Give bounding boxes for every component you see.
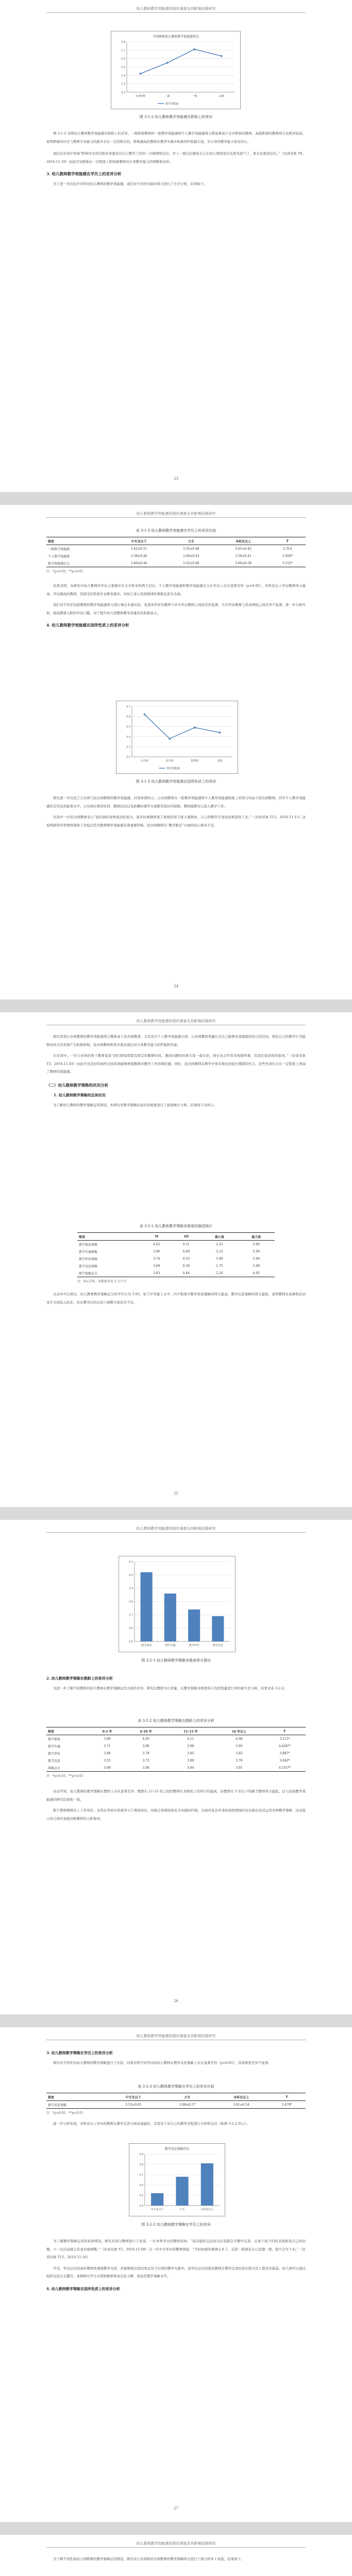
section-heading: 3. 幼儿教师教学策略在学历上的差异分析 [46,2050,113,2055]
table-note: 注：N=276，各维度采用 5 点计分 [77,1280,127,1283]
table-cell: 教学实施策略 [79,1250,98,1254]
running-header: 幼儿教师教学效能感的现状调查及其影响因素研究 [136,512,216,516]
table-cell: 3.86 [153,1249,160,1253]
table-cell: 0.48 [182,1249,190,1253]
table-cell: 教学策略总分 [77,1269,142,1277]
table-cell: 3.85 [187,1751,194,1755]
table-header-cell: 大专 [160,2093,214,2101]
body-text [46,2120,306,2128]
table-note: 注：*p<0.05，**p<0.01 [46,1774,83,1778]
table-cell: 4.02 [153,1242,160,1246]
table-row [77,1269,275,1277]
table-row [46,1764,306,1772]
figure-3-2-2-chart [129,2143,225,2216]
y-tick-label: 3.5 [129,1640,133,1643]
table-cell: 3.38±0.46 [130,554,147,558]
table-cell: 2.25 [216,1242,223,1246]
body-text [46,582,306,630]
document-page-2 [0,505,352,999]
table-header-cell: F [270,537,306,545]
x-tick-label: 中专及以下 [150,2208,164,2211]
legend-label: 教学效能感 [165,103,179,106]
table-cell: 3.642* [279,1758,290,1762]
table-row [77,1262,275,1269]
data-point [194,726,196,728]
data-point [166,62,169,64]
table-row [46,1750,306,1757]
series-line [140,49,222,74]
table-header-cell: 大专 [165,537,217,545]
table-cell: 5.00 [253,1242,260,1246]
line-chart-svg [111,31,240,109]
table-row [46,560,306,567]
table-cell: 2.10 [216,1249,223,1253]
figure-3-2-1-chart [119,1556,236,1652]
data-table [46,1727,306,1778]
table-cell: 一般教学效能感 [48,547,70,551]
x-tick-label: 一级 [192,95,197,98]
table-cell: 3.52±0.40 [165,560,217,567]
table-cell: 3.74 [153,1257,160,1261]
table-cell: 3.55 [104,1758,111,1762]
body-text [46,1788,306,1823]
table-header-cell: 16 年以上 [214,1727,264,1735]
table-cell: 4.08 [236,1737,243,1741]
table-header-cell: SD [172,1233,202,1241]
data-point [139,73,141,75]
table-cell: 3.55±0.48 [182,547,199,551]
table-cell: 3.81±0.54 [214,2101,269,2109]
table-cell: 5.00 [253,1249,260,1253]
figure-caption: 图 3-1-3 幼儿教师教学效能感在园所性质上的差异 [136,779,216,784]
bar [176,2177,188,2206]
data-table [46,2093,306,2115]
sub-heading: 1. 幼儿教师教学策略的总体状况 [54,1093,106,1097]
table-cell: 1.75 [216,1264,223,1268]
page-number: 25 [174,1492,178,1496]
header-rule [46,12,306,13]
table-header-cell: 维度 [46,2093,106,2101]
table-row [46,1742,306,1750]
legend-label: 教学效能感 [166,767,180,770]
table-cell: 教学反思策略 [79,1264,98,1268]
y-tick-label: 3.3 [121,82,125,86]
table-cell: 3.40±0.44 [113,560,165,567]
table-cell: 3.98 [187,1744,194,1748]
body-text [46,1674,306,1692]
table-row [46,1735,306,1743]
y-tick-label: 3.4 [139,2205,143,2208]
data-point [219,732,221,734]
bar-chart-svg [119,1556,235,1652]
table-row [77,1255,275,1262]
table-cell: 教学准备策略 [79,1243,98,1247]
table-cell: 4.11 [187,1737,194,1741]
table-header-cell: 维度 [46,1727,89,1735]
body-text [46,2049,306,2067]
table-header-cell: 11-15 年 [167,1727,214,1735]
table-cell: 4.426** [278,1744,291,1748]
running-header: 幼儿教师教学效能感的现状调查及其影响因素研究 [136,2541,216,2546]
y-tick-label: 4.0 [129,1573,133,1577]
paragraph: 为了进一步比较不同学历幼儿教师的教学效能感，我们对不同学历组的得分进行了方差分析，结果如下。 [53,181,207,186]
y-tick-label: 3.6 [126,715,130,719]
table-cell: 3.80 [187,1758,194,1762]
paragraph: 我们对不同学历组教师的教学效能感得分进行事后多重比较，发现本科学历教师与中专学历教师之间的差异显著，大专学历教师与其余两组之间差异不显著。进一步分析可知，提高教师入职的学历门槛，对于提升幼儿园整体教学质量具有积极意义。 [46,603,306,615]
table-cell: 0.58 [182,1264,190,1268]
document-page-3 [0,1012,352,1507]
bar [164,1594,176,1641]
y-tick-label: 3.7 [121,49,125,53]
table-cell: 3.78 [142,1751,149,1755]
x-tick-label: 二级 [164,95,170,98]
table-header-cell: M [142,1233,172,1241]
table-note: 注：*p<0.05，**p<0.01 [46,2111,83,2115]
table-cell: 3.72 [142,1758,149,1762]
table-note: 注：*p<0.05，**p<0.01 [46,570,83,573]
table-cell: 3.69 [89,1764,125,1772]
table-title: 表 3-2-2 幼儿教师教学策略在教龄上的差异分析 [138,1719,214,1723]
table-header-cell: 6-10 年 [125,1727,167,1735]
table-cell: 3.926* [282,554,293,558]
table-cell: 教学实施 [48,1744,61,1749]
page-number: 24 [174,984,178,988]
body-text [46,2555,306,2564]
table-cell: 0.55 [182,1257,190,1261]
table-cell: 2.314 [283,547,292,551]
table-header-cell: F [264,1727,306,1735]
data-point [144,714,146,716]
table-cell: 3.83 [142,1269,172,1277]
paragraph: 为进一步了解不同教龄的幼儿教师在教学策略运用方面的差异，研究以教龄为自变量，以教学策略各维度得分为因变量进行单因素方差分析，结果见表 3-2-2。 [53,1686,288,1690]
table-cell: 教学评价 [48,1752,61,1756]
table-cell: 3.49±0.43 [182,554,199,558]
table-cell: 3.76 [236,1758,243,1762]
table-cell: 0.44 [172,1269,202,1277]
table-cell: 5.00 [253,1264,260,1268]
line-chart-svg [116,701,238,773]
y-tick-label: 3.7 [129,1614,133,1617]
body-text [46,1033,306,1109]
body-text [46,794,306,829]
y-tick-label: 3.6 [129,1627,133,1631]
table-cell: 4.531** [264,1764,306,1772]
y-tick-label: 3.4 [126,735,130,739]
table-cell: 3.58±0.41 [235,554,252,558]
table-cell: 3.86 [125,1764,167,1772]
document-page-1 [0,0,352,492]
table-cell: 教学反思 [48,1759,61,1763]
data-point [193,48,195,50]
bar [201,2163,213,2206]
table-row [46,552,306,560]
x-tick-label: 集体园 [191,759,199,762]
chart-title: 教学反思策略得分 [164,2147,190,2151]
document-page-4 [0,1520,352,2014]
bar [141,1572,153,1641]
table-cell: 个人教学效能感 [48,554,70,558]
header-rule [46,517,306,518]
paragraph: 研究进一步比较了公办园与民办园教师的教学效能感，结果如图所示。公办园教师在一般教学效能感和个人教学效能感维度上的得分均高于民办园教师，其中个人教学效能感的差异达到显著水平。公办园在师资培训、教研活动以及薪酬待遇等方面都有较好的保障，教师能够安心投入教学工作。 [46,796,306,808]
page-number: 26 [174,1999,178,2003]
x-tick-label: 高级 [219,95,224,98]
table-header-cell: 0-5 年 [89,1727,125,1735]
table-cell: 3.152* [270,560,306,567]
figure-3-1-3-chart [116,701,238,774]
table-row [77,1241,275,1248]
page-number: 27 [174,2506,178,2511]
table-cell: 0.51 [182,1242,190,1246]
y-tick-label: 3.7 [126,705,130,708]
section-heading: 4. 幼儿教师教学效能感在园所性质上的差异分析 [46,623,129,628]
x-tick-label: 公办园 [140,759,148,762]
data-table [46,537,306,573]
data-table [77,1232,275,1283]
x-tick-label: 教学准备 [141,1644,152,1647]
table-cell: 4.05 [142,1737,149,1741]
x-tick-label: 未评职称 [135,95,146,98]
table-header-cell: F [268,2093,306,2101]
table-cell: 3.60 [104,1751,111,1755]
section-heading: 2. 幼儿教师教学策略在教龄上的差异分析 [46,1676,113,1681]
table-cell: 3.68±0.57 [160,2101,214,2109]
bar [212,1616,224,1641]
table-cell: 3.94 [167,1764,214,1772]
header-rule [46,2547,306,2548]
paragraph: 我们在访谈中发现“职称评定的过程本身就是对自己教学工作的一次梳理和总结，评上一级以后感觉自己在幼儿园里说话也更有底气了，家长也更加信任。”（访谈对象 T8，2016.11.10）由此可见职称在一定程度上影响着教师对自身教学能力的判断和评价。 [46,151,306,164]
x-tick-label: 本科及以上 [200,2208,214,2211]
paragraph: 为了解幼儿教师的教学策略运用情况，本研究对教学策略问卷的各维度进行了描述统计分析，结果如下表所示。 [53,1103,217,1107]
header-rule [46,1532,306,1533]
table-cell: 1.80 [216,1257,223,1261]
table-cell: 3.887* [279,1751,290,1755]
table-cell: 3.215* [279,1737,290,1741]
paragraph: 为了解不同性质幼儿园教师的教学策略运用情况，研究对公办园和民办园教师的教学策略得分进行了独立样本 t 检验，结果如下。 [53,2557,244,2561]
y-tick-label: 3.2 [121,91,125,94]
table-cell: 策略总分 [46,1764,89,1772]
table-cell: 教学评价策略 [79,1257,98,1261]
table-cell: 教学准备 [48,1737,61,1741]
y-tick-label: 3.9 [139,2153,143,2156]
table-header-cell: 最小值 [201,1233,238,1241]
section-heading: （二）幼儿教师教学策略的状况分析 [46,1082,108,1088]
figure-caption: 图 3-2-1 幼儿教师教学策略各维度得分情况 [141,1658,211,1663]
table-cell: 教学反思策略 [46,2101,106,2109]
table-title: 表 3-2-3 幼儿教师教学策略在学历上的差异比较 [138,2084,214,2089]
bar-chart-svg [129,2144,225,2216]
y-tick-label: 3.4 [121,74,125,78]
paragraph: 在访谈中，一位公办园的骨干教师说道“我们园每周都有固定的教研时间，遇到问题的时候大家一起讨论，园长也会经常来班级听课，给我们很具体的指导。”（访谈对象 T3，2016.11.03）由此可见良好的园所支持系统能够增强教师对教学工作的掌控感。同时，民办园教师在教学中更多地受到家长期望的压力，这些外部压力在一定程度上削弱了教师的效能感。 [46,1054,306,1074]
body-text [46,2238,306,2293]
table-cell: 2.20 [201,1269,238,1277]
table-cell: 3.71 [104,1744,111,1748]
y-tick-label: 3.5 [121,66,125,69]
y-tick-label: 3.2 [126,756,130,759]
body-text [46,130,306,188]
data-point [221,55,223,57]
running-header: 幼儿教师教学效能感的现状调查及其影响因素研究 [136,1527,216,1531]
table-cell: 3.61±0.45 [235,547,252,551]
y-tick-label: 3.9 [129,1587,133,1590]
document-page-6 [0,2535,352,2576]
y-tick-label: 3.8 [121,41,125,44]
table-cell: 3.69 [153,1264,160,1268]
running-header: 幼儿教师教学效能感的现状调查及其影响因素研究 [136,7,216,11]
x-tick-label: 民办园 [165,759,174,762]
paragraph: 研究对不同学历幼儿教师的教学策略进行了比较，结果表明不同学历的幼儿教师在教学反思策略上存在显著差异（p<0.05），其余维度差异不显著。 [53,2060,272,2065]
y-tick-label: 3.6 [121,57,125,61]
x-tick-label: 教学实施 [165,1644,176,1647]
y-tick-label: 3.3 [126,745,130,749]
paragraph: 为了解教学策略运用的具体情况，研究对部分教师进行了访谈。一位本科学历的教师谈到：“每次组织完活动以后我都会写教学反思，记录下孩子们的表现和我自己的问题，下一次活动就会有意识地调整。”（访谈对象 T5，2016.11.08）另一位中专学历的教师则说：“平时班级的事情太多了，反思一般就是在心里想一想，很少会写下来。”（访谈对象 T15，2016.11.18） [46,2239,306,2259]
table-cell: 3.83 [236,1751,243,1755]
y-tick-label: 3.8 [129,1600,133,1604]
table-cell: 教学效能感总分 [46,560,113,567]
running-header: 幼儿教师教学效能感的现状调查及其影响因素研究 [136,2034,216,2038]
table-cell: 5.00 [253,1257,260,1261]
y-tick-label: 3.8 [139,2163,143,2166]
data-point [169,738,171,740]
table-title: 表 3-1-3 幼儿教师教学效能感在学历上的差异比较 [136,529,216,533]
section-heading: 3. 幼儿教师教学效能感在学历上的差异分析 [46,172,122,176]
y-tick-label: 3.7 [139,2174,143,2177]
paragraph: 新手教师刚刚走上工作岗位，虽然在学校中系统学习了理论知识，但缺乏将理论转化为实践的经验，在面对复杂多变的班级情境时往往难以灵活运用各种教学策略，这也提示幼儿园应加强对新教师的入职指导。 [46,1808,306,1821]
paragraph: 从表中可以看出，幼儿教师教学策略总分的平均分为 3.83，处于中等偏上水平。四个维度中教学准备策略的得分最高，教学反思策略的得分最低，说明教师在备课和活动设计方面投入较多，但在教学后的反思与调整方面仍有不足。 [46,1292,306,1304]
table-row [46,545,306,553]
page-number: 23 [174,477,178,481]
paragraph: 图 3-1-2 表明幼儿教师教学效能感在职称上的差异，一级职称教师的一般教学效能感和个人教学效能感得分都显著高于未评职称的教师，高级职称的教师得分也相对较高。说明职称的评定与教师专业能力的提升存在一定的相关性，职称越高的教师在教学实践中积累的经验越丰富，对自身的教学能力更有信心。 [46,131,306,144]
bar [188,1609,200,1641]
table-cell: 3.91 [214,1764,264,1772]
body-text [46,1291,306,1307]
table-header-cell: 中专及以下 [113,537,165,545]
table-header-cell: 本科及以上 [214,2093,269,2101]
table-header-cell: 中专及以下 [106,2093,160,2101]
table-cell: 3.52±0.61 [106,2101,160,2109]
paragraph: 研究发现公办园教师的教学效能感得分整体高于民办园教师，尤其是在个人教学效能感方面。公办园教师普遍认为自己能够有效地组织幼儿的活动，相信自己的教学行为能够对幼儿的发展产生积极影响。民办园教师则更多地表现出对自身教学能力的怀疑和焦虑。 [46,1035,306,1047]
table-header-cell: 最大值 [238,1233,275,1241]
table-row [46,2101,306,2109]
paragraph: 进一步分析发现，本科及以上学历的教师在教学反思方面表现最好，其更善于对自己的教学过程进行分析和总结（如图 3-2-2 所示）。 [53,2122,250,2126]
figure-caption: 图 3-2-2 幼儿教师教学策略在学历上的差异 [141,2223,211,2227]
figure-3-1-2-chart [111,31,241,109]
table-cell: 3.42±0.51 [130,547,147,551]
x-tick-label: 教学反思 [212,1644,223,1647]
paragraph: 可见，学历层次较高的教师更重视教学反思，并能够将反思结果运用于后续的教学实践中，而学历层次较低的教师在教学反思的意识和方法上都有待提高。幼儿园可以通过组织反思日志撰写、案例研讨等方式帮助教师养成反思习惯，提高其教学策略水平。 [46,2266,306,2278]
y-tick-label: 3.5 [139,2194,143,2197]
table-header-cell: 本科及以上 [217,537,269,545]
table-row [77,1248,275,1255]
x-tick-label: 教学评价 [189,1644,199,1647]
y-tick-label: 4.1 [129,1561,133,1564]
table-cell: 3.95 [236,1744,243,1748]
bar [151,2193,163,2206]
table-cell: 4.95 [238,1269,275,1277]
table-cell: 3.60±0.38 [217,560,269,567]
table-cell: 3.478* [268,2101,306,2109]
x-tick-label: 大专 [179,2208,185,2211]
y-tick-label: 3.6 [139,2184,143,2187]
paragraph: 访谈中一位民办园教师表示“我们园的老师流动性很大，很多时候刚熟悉了班级的孩子就又要换班，自己的教学计划也很难坚持下去。”（访谈对象 T12，2016.11.15）这说明园所的管理体制和工作稳定性对教师教学效能感有着重要影响，民办园教师在“教学胜任”方面的信心相对不足。 [46,815,306,827]
table-cell: 3.90 [142,1744,149,1748]
table-header-cell: 维度 [46,537,113,545]
section-heading: 4. 幼儿教师教学策略在园所性质上的差异分析 [46,2286,120,2291]
x-tick-label: 其他 [217,759,223,762]
running-header: 幼儿教师教学效能感的现状调查及其影响因素研究 [136,1019,216,1023]
figure-caption: 图 3-1-2 幼儿教师教学效能感在职称上的差异 [139,115,213,119]
table-title: 表 3-2-1 幼儿教师教学策略各维度的描述统计 [139,1224,213,1228]
paragraph: 由表可知，幼儿教师的教学策略在教龄上存在显著差异，教龄在 11-15 年之间的教师在各维度上的得分均最高，而教龄在 5 年以下的新手教师得分最低，这与前面教学效能感的研究结果相一致。 [46,1789,306,1802]
chart-title: 不同职称幼儿教师教学效能感得分 [152,35,199,39]
paragraph: 结果表明，本研究中幼儿教师的学历主要集中在大专和本科两个层次，个人教学效能感和教学效能感总分在学历上存在显著差异（p<0.05），本科及以上学历教师得分最高。学历越高的教师，其接受的系统专业教育越多，对幼儿身心发展规律的掌握也更为全面。 [46,584,306,596]
table-header-cell: 维度 [77,1233,142,1241]
table-row [46,1757,306,1764]
y-tick-label: 3.5 [126,725,130,729]
document-page-5 [0,2027,352,2522]
table-cell: 3.89 [104,1737,111,1741]
